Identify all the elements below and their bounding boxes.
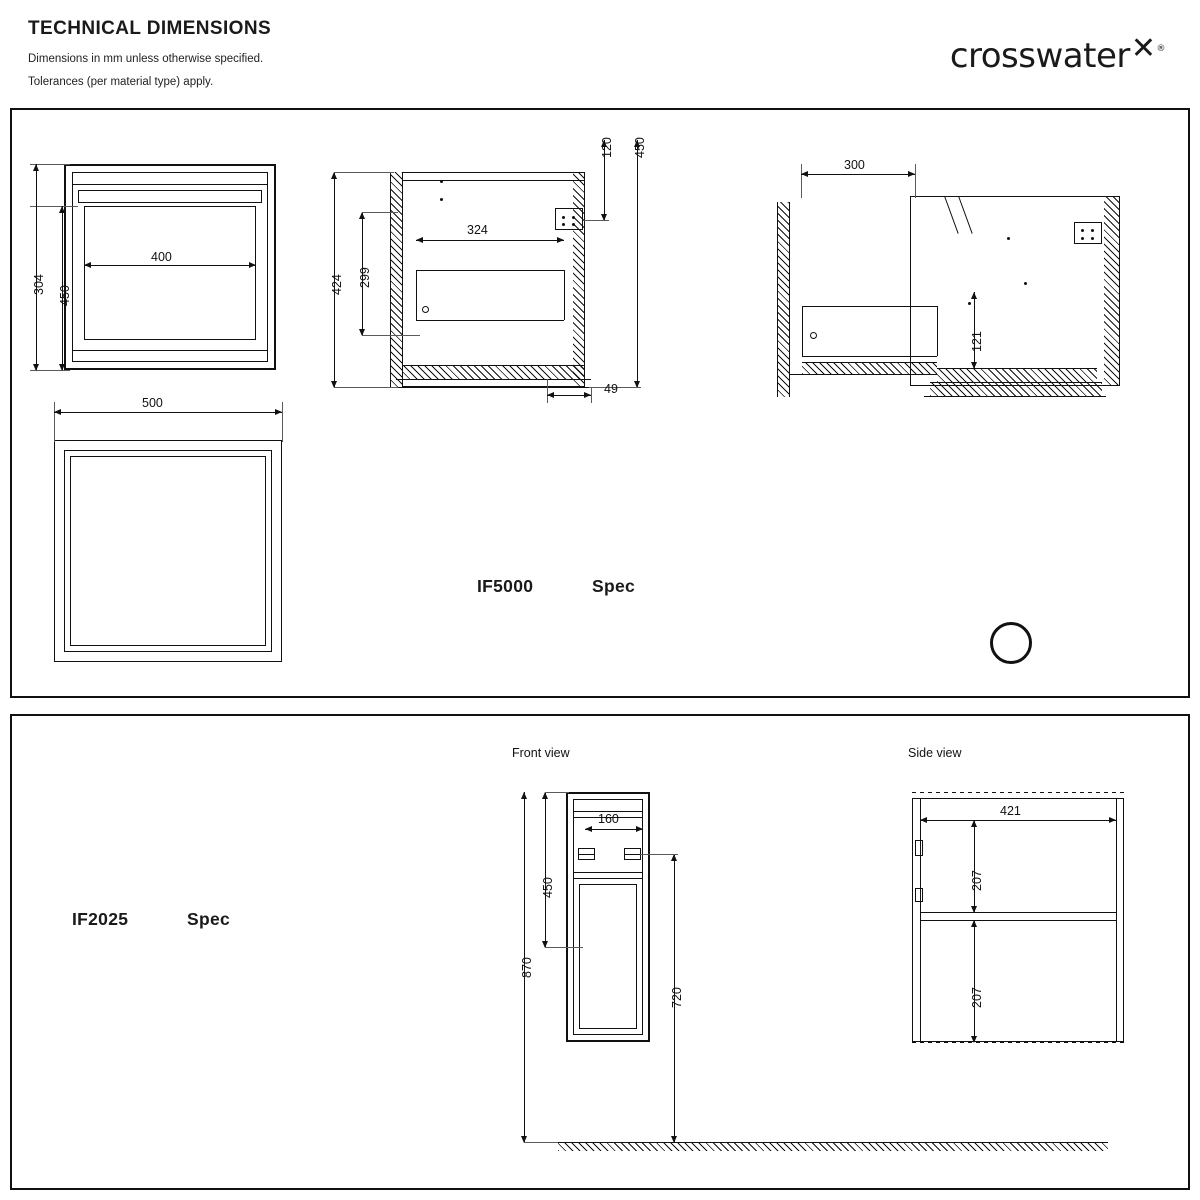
- dim-ext-299-bottom: [362, 335, 420, 336]
- plinth-hatch: [402, 365, 585, 379]
- right-plinth-line-2: [789, 374, 937, 375]
- dim-arrow-720-top: [671, 854, 677, 861]
- hardware-dot-2: [572, 216, 575, 219]
- dim-text-299: 299: [358, 267, 372, 288]
- dim-text-421: 421: [1000, 804, 1021, 818]
- brand-name: crosswater: [949, 36, 1130, 76]
- dim-arrow-207l-bottom: [971, 1036, 977, 1043]
- dim-arrow-450-top: [59, 206, 65, 213]
- dim-arrow-450c-top: [542, 792, 548, 799]
- dim-arrow-870-top: [521, 792, 527, 799]
- dim-text-304: 304: [32, 274, 46, 295]
- dim-arrow-299-top: [359, 212, 365, 219]
- dim-ext-300-left: [801, 164, 802, 198]
- dim-text-500: 500: [142, 396, 163, 410]
- hardware-block: [555, 208, 583, 230]
- door-outline: [84, 206, 256, 340]
- right-drawer-right: [937, 306, 938, 356]
- dim-arrow-324-right: [557, 237, 564, 243]
- dim-ext-49-left: [547, 379, 548, 403]
- dim-line-304: [36, 164, 37, 370]
- drawer-edge-left: [78, 190, 79, 202]
- dim-line-324: [416, 240, 564, 241]
- right-detail-dot-1: [1007, 237, 1010, 240]
- dim-arrow-207l-top: [971, 920, 977, 927]
- dim-arrow-207u-bottom: [971, 906, 977, 913]
- side-shelf-line-1: [920, 912, 1116, 913]
- right-drawer-top: [802, 306, 937, 307]
- drawer-edge-right: [261, 190, 262, 202]
- dim-ext-450c-top: [545, 792, 569, 793]
- dim-ext-424-top: [334, 172, 394, 173]
- drawer-line-2: [78, 190, 262, 191]
- right-plinth-hatch-2: [937, 368, 1097, 382]
- dim-line-160: [585, 829, 643, 830]
- vent-holes: [992, 368, 1078, 369]
- ground-line: [558, 1142, 1108, 1151]
- wall-hatch: [777, 202, 789, 397]
- right-detail-dot-3: [968, 302, 971, 305]
- dim-line-450c: [545, 792, 546, 947]
- panel-if2025: [10, 714, 1190, 1190]
- dim-text-207-upper: 207: [970, 870, 984, 891]
- dim-line-500: [54, 412, 282, 413]
- dim-text-870: 870: [520, 957, 534, 978]
- dim-line-450b: [637, 140, 638, 387]
- side-front-panel: [1116, 798, 1117, 1042]
- dim-ext-450c-bottom: [545, 947, 583, 948]
- dim-text-324: 324: [467, 223, 488, 237]
- brand-logo: [949, 31, 1165, 76]
- plan-ext-right: [282, 402, 283, 442]
- dim-ext-300-right: [915, 164, 916, 198]
- dim-arrow-49-right: [584, 392, 591, 398]
- side-bottom-dash: [912, 1042, 1124, 1043]
- spec-label-if5000: IF5000: [477, 576, 534, 596]
- side-hinge-1: [915, 840, 923, 856]
- brand-x-icon: ✕: [1130, 31, 1156, 66]
- drawer-right-line: [564, 270, 565, 320]
- dim-line-207-upper: [974, 820, 975, 912]
- dim-arrow-160-right: [636, 826, 643, 832]
- dim-arrow-450-bottom: [59, 364, 65, 371]
- right-drawer-left: [802, 306, 803, 356]
- side-view-label: Side view: [908, 746, 962, 760]
- dim-text-450: 450: [58, 285, 72, 306]
- spec-label-if2025: IF2025: [72, 909, 129, 929]
- right-hw-dot-4: [1091, 237, 1094, 240]
- right-hardware-block: [1074, 222, 1102, 244]
- section-body-outline: [402, 172, 585, 387]
- hinge-left-mid: [578, 854, 595, 855]
- right-detail-dot-2: [1024, 282, 1027, 285]
- right-plinth-hatch-1: [802, 362, 937, 374]
- drawer-bottom-line: [416, 320, 564, 321]
- dim-arrow-160-left: [585, 826, 592, 832]
- dim-text-120: 120: [600, 137, 614, 158]
- right-detail-circle: [810, 332, 817, 339]
- dim-ext-299-top: [362, 212, 398, 213]
- top-shelf-line: [402, 180, 585, 181]
- right-body-side-hatch: [1104, 196, 1120, 386]
- dim-line-121: [974, 292, 975, 368]
- plinth-base-line: [396, 387, 591, 388]
- dim-arrow-304-top: [33, 164, 39, 171]
- front-view-label: Front view: [512, 746, 570, 760]
- right-plinth-hatch-3: [930, 382, 1102, 396]
- side-hinge-2: [915, 888, 923, 902]
- detail-dot-2: [440, 198, 443, 201]
- spec-word-if2025: Spec: [187, 909, 231, 929]
- right-hw-dot-1: [1081, 229, 1084, 232]
- right-hw-dot-2: [1091, 229, 1094, 232]
- dim-text-121: 121: [970, 331, 984, 352]
- plan-inner-outline-2: [70, 456, 266, 646]
- plan-ext-left: [54, 402, 55, 442]
- dim-text-424: 424: [330, 274, 344, 295]
- dim-arrow-304-bottom: [33, 364, 39, 371]
- detail-circle: [422, 306, 429, 313]
- hinge-right-mid: [624, 854, 641, 855]
- right-drawer-bottom: [802, 356, 937, 357]
- spec-word-if5000: Spec: [592, 576, 636, 596]
- dim-text-450c: 450: [541, 877, 555, 898]
- dim-line-207-lower: [974, 920, 975, 1042]
- dim-arrow-300-left: [801, 171, 808, 177]
- dim-arrow-400-left: [84, 262, 91, 268]
- dim-ext-720-top: [640, 854, 678, 855]
- side-top-dash: [912, 792, 1124, 793]
- ext-line-mid: [30, 206, 78, 207]
- base-line: [72, 350, 268, 351]
- drawer-left-line: [416, 270, 417, 320]
- plinth-top-line: [402, 365, 585, 366]
- page-title: TECHNICAL DIMENSIONS: [28, 18, 272, 39]
- right-hw-dot-3: [1081, 237, 1084, 240]
- dim-arrow-500-right: [275, 409, 282, 415]
- dim-arrow-421-left: [920, 817, 927, 823]
- if2025-mid-divider: [573, 872, 643, 873]
- dim-line-400: [84, 265, 256, 266]
- dim-text-207-lower: 207: [970, 987, 984, 1008]
- detail-dot-1: [440, 180, 443, 183]
- note-tolerances: Tolerances (per material type) apply.: [28, 76, 214, 88]
- dim-arrow-121-bottom: [971, 362, 977, 369]
- dim-text-450b: 450: [633, 137, 647, 158]
- dim-arrow-121-top: [971, 292, 977, 299]
- dim-arrow-207u-top: [971, 820, 977, 827]
- dim-arrow-424-top: [331, 172, 337, 179]
- hardware-dot-4: [572, 223, 575, 226]
- dim-text-400: 400: [151, 250, 172, 264]
- back-panel-hatch: [390, 172, 402, 387]
- dim-text-300: 300: [844, 158, 865, 172]
- plinth-bottom-line: [396, 379, 591, 380]
- if2025-mid-divider-2: [573, 878, 643, 879]
- hardware-dot-3: [562, 223, 565, 226]
- dim-arrow-324-left: [416, 237, 423, 243]
- back-panel-left-edge: [390, 172, 391, 387]
- dim-arrow-300-right: [908, 171, 915, 177]
- dim-arrow-500-left: [54, 409, 61, 415]
- note-units: Dimensions in mm unless otherwise specified.: [28, 53, 264, 65]
- drawer-line-1: [72, 184, 268, 185]
- wall-left-edge: [777, 202, 778, 397]
- wall-right-edge: [789, 202, 790, 397]
- dim-ext-49-right: [591, 387, 592, 403]
- right-panel-hatch: [573, 172, 585, 387]
- drawer-line-3: [78, 202, 262, 203]
- right-plinth-base: [924, 396, 1106, 397]
- side-shelf-line-2: [920, 920, 1116, 921]
- dim-line-300: [801, 174, 915, 175]
- dim-line-421: [920, 820, 1116, 821]
- right-plinth-line-1: [802, 362, 937, 363]
- registered-icon: ®: [1156, 44, 1165, 54]
- dim-arrow-421-right: [1109, 817, 1116, 823]
- drawer-top-line: [416, 270, 564, 271]
- drain-ring-icon: [990, 622, 1032, 664]
- dim-ext-120: [583, 220, 609, 221]
- panel-if5000: [10, 108, 1190, 698]
- hardware-dot-1: [562, 216, 565, 219]
- dim-ext-424-bottom: [334, 387, 398, 388]
- dim-text-160: 160: [598, 812, 619, 826]
- dim-arrow-400-right: [249, 262, 256, 268]
- dim-arrow-49-left: [547, 392, 554, 398]
- if2025-door-outline: [579, 884, 637, 1029]
- dim-text-49: 49: [604, 382, 618, 396]
- dim-text-720: 720: [670, 987, 684, 1008]
